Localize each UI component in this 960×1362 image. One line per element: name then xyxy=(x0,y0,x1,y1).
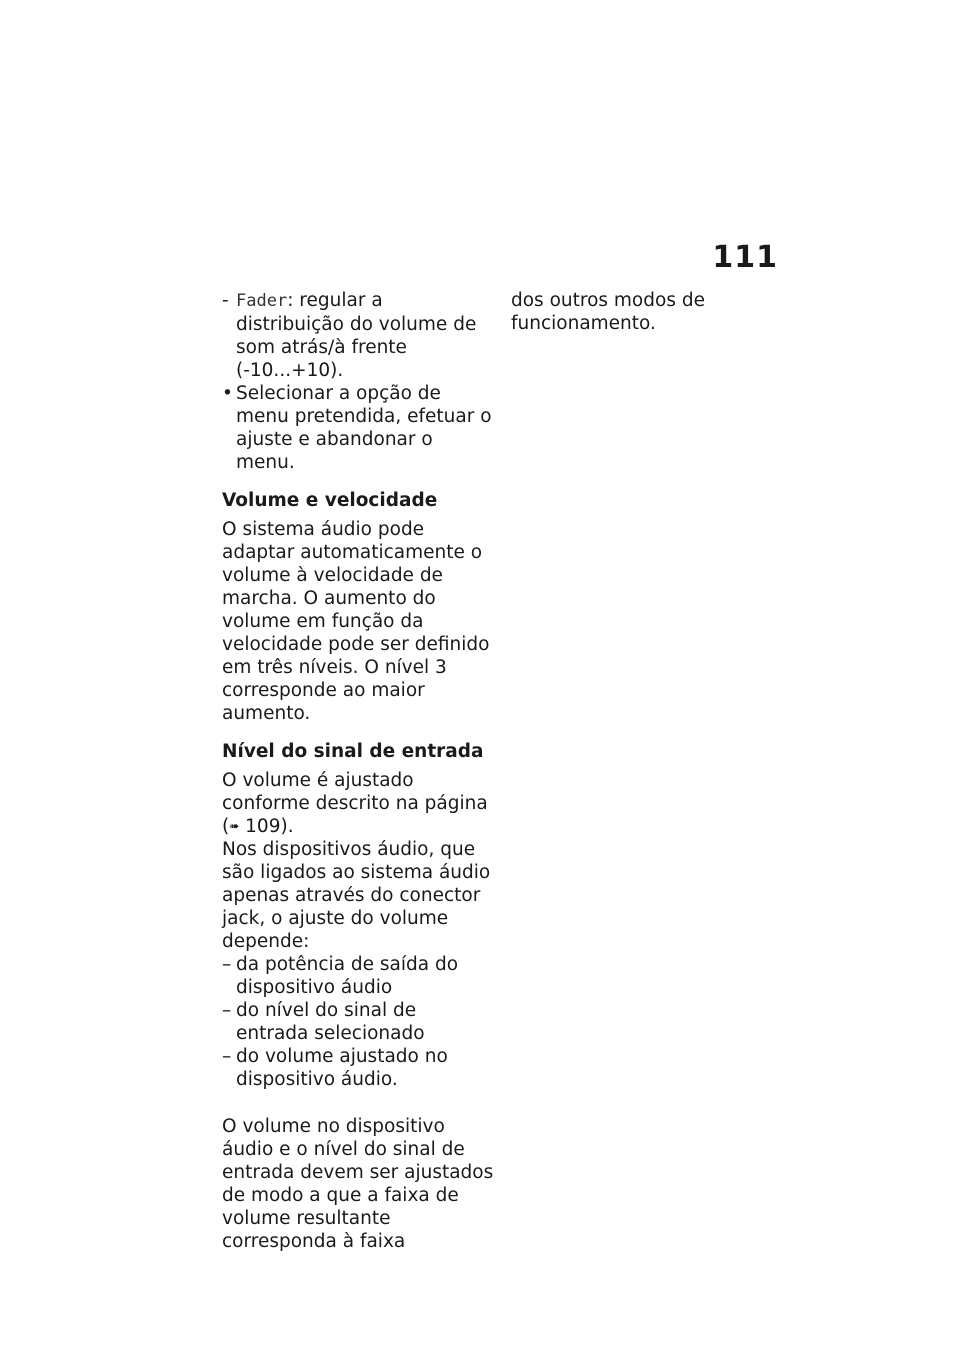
bullet-marker: • xyxy=(222,383,233,404)
volume-speed-paragraph: O sistema áudio pode adaptar automaticamente o volume à velocidade de marcha. O aumento do volume em função da velocidade pode ser definido em três níveis. O nível 3 corresponde ao maior aumento. xyxy=(222,519,490,724)
page-reference-arrow-icon: ➠ xyxy=(229,819,240,833)
list-item xyxy=(222,999,494,1045)
fader-description: : regular a distribuição do volume de som atrás/à frente (-10...+10). xyxy=(236,290,477,381)
dash-marker: – xyxy=(222,1046,232,1067)
dash-marker: – xyxy=(222,1000,232,1021)
fader-list-item xyxy=(222,289,494,382)
input-level-heading: Nível do sinal de entrada xyxy=(222,741,484,762)
right-column xyxy=(511,289,781,335)
input-level-text: O volume é ajustado conforme descrito na página ( xyxy=(222,770,488,837)
select-menu-text: Selecionar a opção de menu pretendida, efetuar o ajuste e abandonar o menu. xyxy=(236,383,492,473)
page-number: 111 xyxy=(712,240,778,275)
dash-marker: - xyxy=(222,290,229,311)
closing-paragraph: O volume no dispositivo áudio e o nível do sinal de entrada devem ser ajustados de modo a que a faixa de volume resultante corresponda à faixa xyxy=(222,1116,494,1252)
dash-marker: – xyxy=(222,954,232,975)
left-column xyxy=(222,289,494,1253)
list-item xyxy=(222,953,494,999)
list-item-text: da potência de saída do dispositivo áudio xyxy=(236,954,459,998)
continuation-paragraph: dos outros modos de funcionamento. xyxy=(511,290,705,334)
list-item-text: do nível do sinal de entrada selecionado xyxy=(236,1000,425,1044)
volume-speed-heading: Volume e velocidade xyxy=(222,490,438,511)
spacer xyxy=(222,1091,494,1115)
fader-code-term: Fader xyxy=(236,291,288,311)
select-menu-list-item xyxy=(222,382,494,474)
input-level-paragraph xyxy=(222,769,494,838)
list-item-text: do volume ajustado no dispositivo áudio. xyxy=(236,1046,448,1090)
list-item xyxy=(222,1045,494,1091)
page-reference-link[interactable]: 109). xyxy=(239,816,294,837)
jack-devices-paragraph: Nos dispositivos áudio, que são ligados ao sistema áudio apenas através do conector jack, o ajuste do volume depende: xyxy=(222,839,491,952)
